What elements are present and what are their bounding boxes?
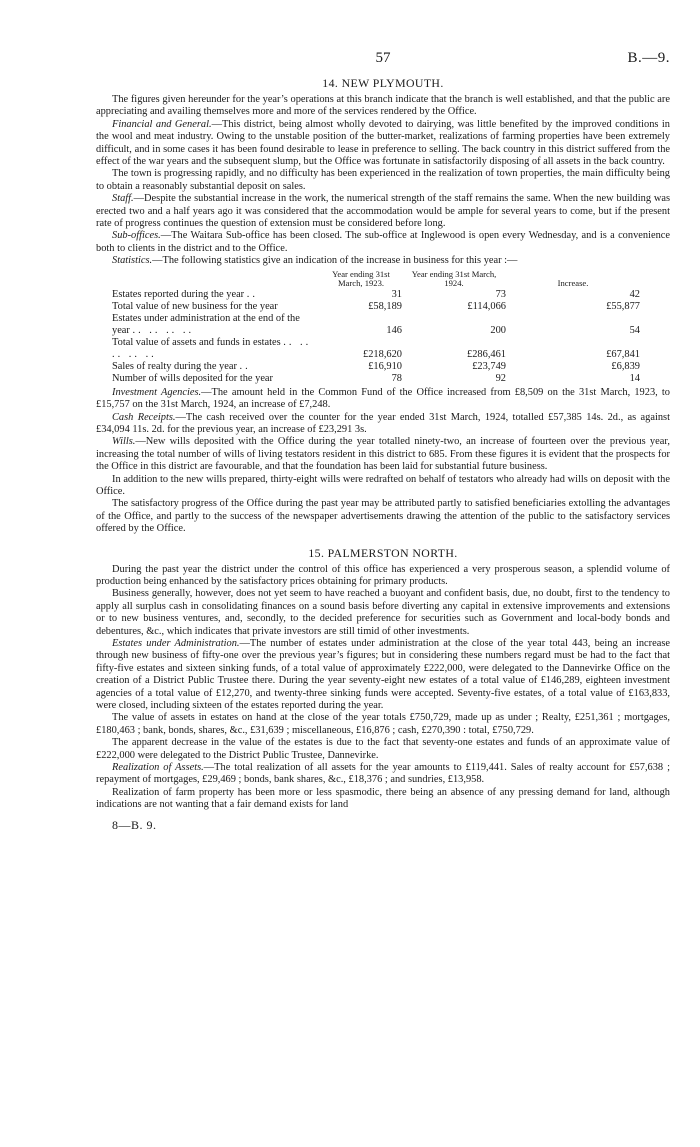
table-row xyxy=(112,289,640,301)
section-14-intro: The figures given hereunder for the year’s operations at this branch indicate that the branch is well established, and that the public are appreciating and availing themselves more and more of the services rendered by the Office. xyxy=(96,94,670,118)
table-row xyxy=(112,313,640,337)
table-row xyxy=(112,361,640,373)
statistics-text: —The following statistics give an indication of the increase in business for this year :— xyxy=(152,255,518,267)
estates-lead: Estates under Administration. xyxy=(112,638,240,649)
cell-1924: 73 xyxy=(495,288,506,300)
row-label: Total value of assets and funds in estates .. .. .. .. .. xyxy=(112,336,312,360)
cell-1923: 146 xyxy=(386,324,402,336)
realization-lead: Realization of Assets. xyxy=(112,762,204,774)
suboffices-lead: Sub-offices. xyxy=(112,230,161,242)
realization-paragraph xyxy=(96,762,670,787)
farm-paragraph: Realization of farm property has been more or less spasmodic, there being an absence of any pressing demand for land, although indications are not wanting that a fair demand exists for land xyxy=(96,786,670,811)
addition-paragraph: In addition to the new wills prepared, thirty-eight wills were redrafted on behalf of testators who already had wills on deposit with the Office. xyxy=(96,473,670,497)
staff-text: —Despite the substantial increase in the work, the numerical strength of the staff remains the same. When the new building was erected two and a half years ago it was considered that the accommodation would be ample for several years to come, but if the present rate of progress continues the question of extension must be considered before long. xyxy=(96,193,670,230)
column-header-1924: Year ending 31st March, 1924. xyxy=(411,268,497,289)
statistics-label-header xyxy=(112,270,320,289)
page-header xyxy=(96,50,670,72)
investment-paragraph xyxy=(96,387,670,412)
wills-lead: Wills. xyxy=(112,436,136,448)
satisfactory-paragraph: The satisfactory progress of the Office during the past year may be attributed partly to satisfied beneficiaries extolling the advantages of the Office, and partly to the success of the newspaper advertisements drawing the attention of the public to the satisfactory services offered by the Office. xyxy=(96,498,670,535)
row-label: Estates reported during the year .. xyxy=(112,288,258,300)
cell-1924: £23,749 xyxy=(472,360,506,372)
cell-1923: £58,189 xyxy=(368,300,402,312)
realization-text: —The total realization of all assets for the year amounts to £119,441. Sales of realty account for £57,638 ; repayment of mortgages, £29,469 ; bonds, bank shares, &c., £18,376 ; and sundries, £13,958. xyxy=(96,762,670,786)
column-header-increase: Increase. xyxy=(557,278,589,289)
investment-text: —The amount held in the Common Fund of the Office increased from £8,509 on the 31st March, 1923, to £15,757 on the 31st March, 1924, an increase of £7,248. xyxy=(96,386,670,411)
decrease-paragraph: The apparent decrease in the value of the estates is due to the fact that seventy-one estates and funds of an approximate value of £222,000 were delegated to the District Public Trustee, Dannevirke. xyxy=(96,737,670,761)
row-label: Estates under administration at the end of the year .. .. .. .. xyxy=(112,312,300,336)
row-label: Total value of new business for the year xyxy=(112,300,278,312)
staff-lead: Staff. xyxy=(112,193,134,205)
cell-increase: £6,839 xyxy=(611,360,640,372)
row-label: Number of wills deposited for the year xyxy=(112,372,274,384)
table-row xyxy=(112,337,640,361)
document-page xyxy=(96,50,670,833)
cell-increase: 54 xyxy=(629,324,640,336)
statistics-lead: Statistics. xyxy=(112,255,153,267)
cell-1923: 31 xyxy=(391,288,402,300)
cell-1924: 200 xyxy=(490,324,506,336)
section-14-title: 14. NEW PLYMOUTH. xyxy=(322,76,444,90)
estates-paragraph xyxy=(96,638,670,712)
estates-text: —The number of estates under administration at the close of the year total 443, being an increase through new business of fifty-one over the previous year’s figures; but in considering these numbers regard must be had to the fact that fifty-five estates and sixteen sinking funds, of a total value of approximately £222,000, were delegated to the Dannevirke Office on the creation of a District Public Trustee there. During the year seventy-eight new estates of a total value of £146,289, eighteen investment agencies of a total value of £12,270, and twenty-three sinking funds were accepted. Seventy-five estates, of a total value of £163,833, were closed, including sixteen of the estates reported during the year. xyxy=(96,638,670,712)
section-15-intro: During the past year the district under the control of this office has experienced a very prosperous season, a splendid volume of production being enhanced by the satisfactory prices obtaining for primary products. xyxy=(96,563,670,587)
cell-1924: £114,066 xyxy=(467,300,506,312)
cell-1924: £286,461 xyxy=(467,348,506,360)
cell-1923: 78 xyxy=(391,372,402,384)
statistics-table xyxy=(112,270,640,385)
investment-lead: Investment Agencies. xyxy=(112,386,202,398)
cash-text: —The cash received over the counter for the year ended 31st March, 1924, totalled £57,385 14s. 2d., as against £34,094 11s. 2d. for the previous year, an increase of £23,291 3s. xyxy=(96,411,670,435)
cell-1923: £218,620 xyxy=(363,348,402,360)
cash-paragraph xyxy=(96,412,670,437)
page-signature: 8—B. 9. xyxy=(112,817,157,832)
cell-1923: £16,910 xyxy=(368,360,402,372)
business-paragraph: Business generally, however, does not yet seem to have reached a buoyant and confident basis, due, no doubt, first to the tendency to apply all surplus cash in consolidating finances on a sound basis before diverting any capital in extensive improvements and extensions or to new business ventures, and, secondly, to the decided preference for securities such as Government and local-body bonds and debentures, &c., which indicates that private investors are still timid of other investments. xyxy=(96,588,670,637)
statistics-header-row xyxy=(112,270,640,289)
cell-1924: 92 xyxy=(495,372,506,384)
wills-text: —New wills deposited with the Office during the year totalled ninety-two, an increase of fourteen over the previous year, increasing the total number of wills of living testators resident in this district to 685. From these figures it is evident that the prospects for the Office in this district are favourable, and that the foundation has been laid for substantial future business. xyxy=(96,436,670,473)
section-15-title: 15. PALMERSTON NORTH. xyxy=(308,545,458,560)
table-row xyxy=(112,301,640,313)
cash-lead: Cash Receipts. xyxy=(112,411,176,423)
cell-increase: £55,877 xyxy=(606,300,640,312)
cell-increase: 14 xyxy=(629,372,640,384)
cell-increase: £67,841 xyxy=(606,348,640,360)
table-row xyxy=(112,373,640,385)
wills-paragraph xyxy=(96,436,670,473)
row-label: Sales of realty during the year .. xyxy=(112,360,251,372)
section-15 xyxy=(96,546,670,812)
financial-paragraph xyxy=(96,119,670,169)
statistics-paragraph xyxy=(96,255,670,267)
financial-lead: Financial and General. xyxy=(112,118,212,130)
cell-increase: 42 xyxy=(629,288,640,300)
document-reference: B.—9. xyxy=(627,50,670,66)
suboffices-paragraph xyxy=(96,230,670,255)
financial-text: —This district, being almost wholly devoted to dairying, was little benefited by the improved conditions in the wool and meat industry. Owing to the unstable position of the butter-market, realizations of farming properties have been extremely difficult, and in some cases it has been found desirable to lease in preference to selling. The back country in this district suffered from the effect of the war years and the subsequent slump, but the Office was fortunate in satisfactorily disposing of all assets in the back country. xyxy=(96,118,670,168)
column-header-1923: Year ending 31st March, 1923. xyxy=(332,268,390,289)
assets-paragraph: The value of assets in estates on hand at the close of the year totals £750,729, made up as under ; Realty, £251,361 ; mortgages, £180,463 ; bank, bonds, shares, &c., £31,639 ; miscellaneous, £16,876 ; cash, £270,390 : total, £750,729. xyxy=(96,712,670,736)
staff-paragraph xyxy=(96,193,670,230)
suboffices-text: —The Waitara Sub-office has been closed. The sub-office at Inglewood is open every Wednesday, and is a convenience both to clients in the district and to the Office. xyxy=(96,230,670,254)
page-number: 57 xyxy=(375,50,391,66)
town-paragraph: The town is progressing rapidly, and no difficulty has been experienced in the realization of town properties, the main difficulty being to obtain a reasonably substantial deposit on sales. xyxy=(96,168,670,192)
